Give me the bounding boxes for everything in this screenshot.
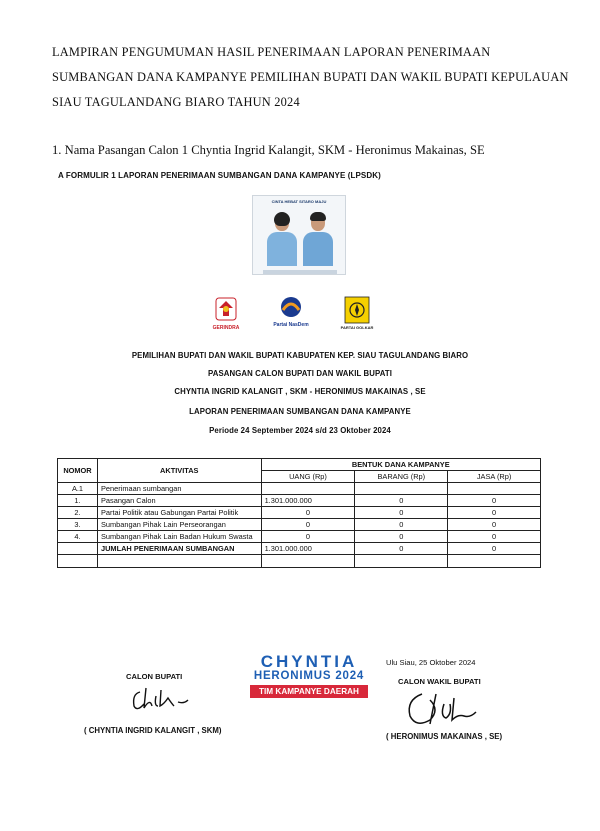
row-jasa: 0 (448, 531, 541, 543)
form-title: A FORMULIR 1 LAPORAN PENERIMAAN SUMBANGAN DANA KAMPANYE (LPSDK) (58, 171, 381, 180)
row-barang (355, 483, 448, 495)
row-aktivitas: Partai Politik atau Gabungan Partai Politik (97, 507, 261, 519)
row-jasa: 0 (448, 507, 541, 519)
row-barang: 0 (355, 531, 448, 543)
table-header-row (58, 459, 541, 471)
total-row (58, 543, 541, 555)
election-title: PEMILIHAN BUPATI DAN WAKIL BUPATI KABUPATEN KEP. SIAU TAGULANDANG BIARO (131, 351, 469, 360)
header-line-1: LAMPIRAN PENGUMUMAN HASIL PENERIMAAN LAPORAN PENERIMAAN (52, 45, 491, 59)
row-no: A.1 (58, 483, 98, 495)
gerindra-logo (213, 296, 239, 330)
row-barang: 0 (355, 507, 448, 519)
row-uang: 0 (261, 507, 355, 519)
header-line-3: SIAU TAGULANDANG BIARO TAHUN 2024 (52, 95, 300, 109)
candidate-item: 1. Nama Pasangan Calon 1 Chyntia Ingrid Kalangit, SKM - Heronimus Makainas, SE (52, 143, 485, 157)
total-label: JUMLAH PENERIMAAN SUMBANGAN (97, 543, 261, 555)
row-aktivitas: Sumbangan Pihak Lain Badan Hukum Swasta (97, 531, 261, 543)
row-uang (261, 483, 355, 495)
report-title: LAPORAN PENERIMAAN SUMBANGAN DANA KAMPANYE (189, 407, 411, 416)
photo-caption: CINTA HEBAT SITARO MAJU (271, 199, 327, 204)
empty-row (58, 555, 541, 568)
stamp-line-2: HERONIMUS 2024 (253, 670, 365, 682)
golkar-logo (340, 296, 374, 330)
right-signer-name: ( HERONIMUS MAKAINAS , SE) (386, 732, 503, 741)
row-uang: 1.301.000.000 (261, 495, 355, 507)
row-aktivitas: Sumbangan Pihak Lain Perseorangan (97, 519, 261, 531)
place-date: Ulu Siau, 25 Oktober 2024 (386, 658, 476, 667)
stamp-line-3: TIM KAMPANYE DAERAH (250, 685, 368, 698)
stamp-line-1: CHYNTIA (260, 652, 358, 671)
row-no: 2. (58, 507, 98, 519)
col-jasa: JASA (Rp) (448, 471, 541, 483)
campaign-stamp (246, 652, 372, 698)
gerindra-label: GERINDRA (212, 325, 240, 331)
row-aktivitas: Pasangan Calon (97, 495, 261, 507)
candidate-2-figure (301, 210, 335, 268)
row-barang: 0 (355, 495, 448, 507)
table-row (58, 507, 541, 519)
right-signature (400, 690, 490, 735)
nasdem-label: Partai NasDem (273, 322, 309, 328)
col-uang: UANG (Rp) (261, 471, 355, 483)
row-no: 4. (58, 531, 98, 543)
left-signature (128, 684, 198, 719)
header-line-2: SUMBANGAN DANA KAMPANYE PEMILIHAN BUPATI DAN WAKIL BUPATI KEPULAUAN (52, 70, 569, 84)
row-no: 3. (58, 519, 98, 531)
row-no: 1. (58, 495, 98, 507)
table-row (58, 519, 541, 531)
golkar-label: PARTAI GOLKAR (340, 325, 374, 330)
col-bentuk-dana: BENTUK DANA KAMPANYE (261, 459, 540, 471)
candidate-names: CHYNTIA INGRID KALANGIT , SKM - HERONIMUS MAKAINAS , SE (174, 387, 426, 396)
total-barang: 0 (355, 543, 448, 555)
table-row (58, 495, 541, 507)
candidate-1-figure (265, 210, 299, 268)
total-uang: 1.301.000.000 (261, 543, 355, 555)
left-signer-name: ( CHYNTIA INGRID KALANGIT , SKM) (84, 726, 222, 735)
row-jasa (448, 483, 541, 495)
col-nomor: NOMOR (58, 459, 98, 483)
document-header (52, 40, 572, 115)
right-signer-title: CALON WAKIL BUPATI (398, 677, 481, 686)
row-jasa: 0 (448, 519, 541, 531)
table-row (58, 483, 541, 495)
row-uang: 0 (261, 519, 355, 531)
total-jasa: 0 (448, 543, 541, 555)
table-row (58, 531, 541, 543)
row-aktivitas: Penerimaan sumbangan (97, 483, 261, 495)
candidate-photo (252, 195, 346, 275)
nasdem-logo (273, 296, 309, 328)
row-barang: 0 (355, 519, 448, 531)
pair-title: PASANGAN CALON BUPATI DAN WAKIL BUPATI (208, 369, 392, 378)
col-barang: BARANG (Rp) (355, 471, 448, 483)
col-aktivitas: AKTIVITAS (97, 459, 261, 483)
report-period: Periode 24 September 2024 s/d 23 Oktober 2024 (209, 426, 391, 435)
row-jasa: 0 (448, 495, 541, 507)
row-uang: 0 (261, 531, 355, 543)
donation-table (57, 458, 541, 568)
left-signer-title: CALON BUPATI (126, 672, 183, 681)
